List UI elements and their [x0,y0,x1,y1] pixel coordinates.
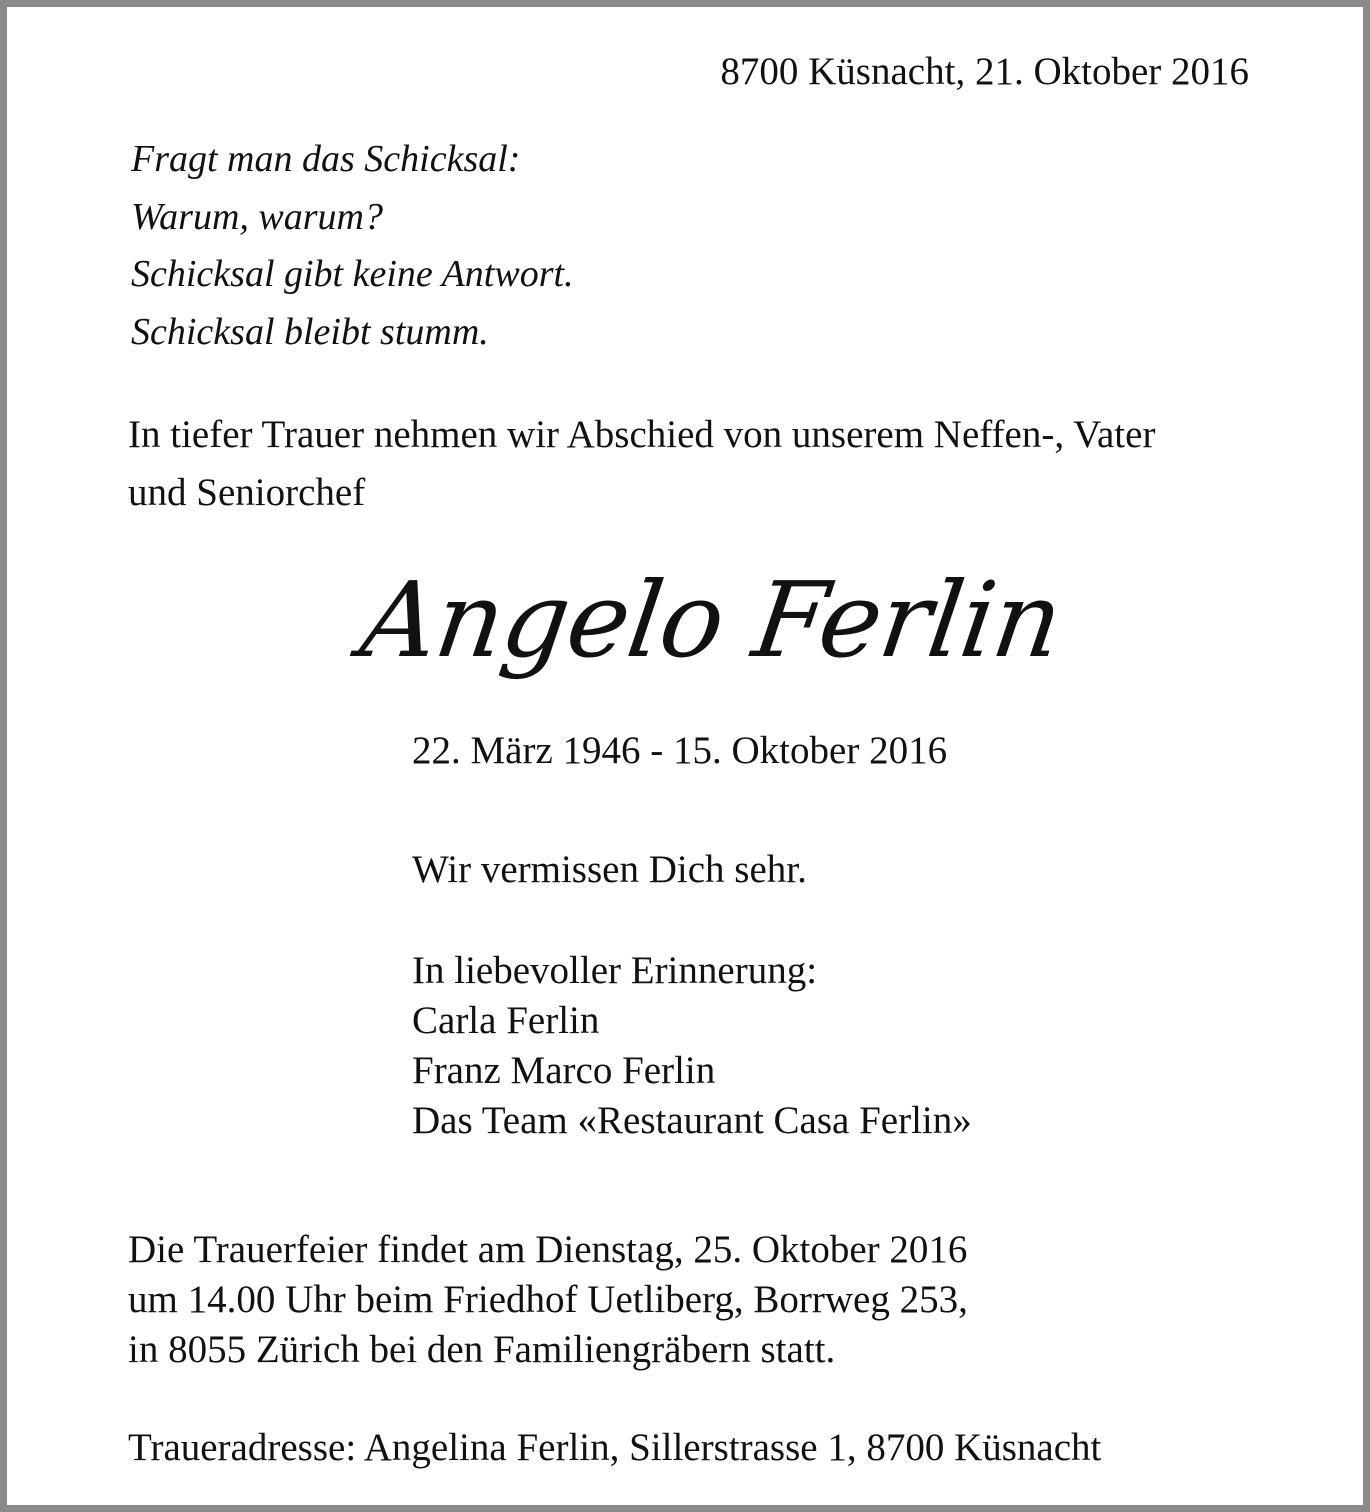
mourning-address: Traueradresse: Angelina Ferlin, Sillerstrasse 1, 8700 Küsnacht [128,1426,1102,1469]
ceremony-line: um 14.00 Uhr beim Friedhof Uetliberg, Borrweg 253, [128,1278,968,1321]
ceremony-info [128,1225,968,1375]
poem-line: Warum, warum? [131,195,383,238]
memory-heading: In liebevoller Erinnerung: [412,949,818,992]
memory-block [412,946,972,1146]
mourner-name: Franz Marco Ferlin [412,1049,716,1092]
ceremony-line: Die Trauerfeier findet am Dienstag, 25. Oktober 2016 [128,1228,968,1271]
intro-line: und Seniorchef [128,471,366,514]
farewell-message: Wir vermissen Dich sehr. [412,848,807,891]
poem-line: Fragt man das Schicksal: [131,138,521,180]
deceased-name: Angelo Ferlin [354,559,1069,681]
mourner-name: Carla Ferlin [412,999,600,1042]
mourner-name: Das Team «Restaurant Casa Ferlin» [412,1099,972,1142]
life-dates: 22. März 1946 - 15. Oktober 2016 [412,729,948,772]
place-date: 8700 Küsnacht, 21. Oktober 2016 [720,50,1249,93]
intro-line: In tiefer Trauer nehmen wir Abschied von unserem Neffen-, Vater [128,413,1156,456]
ceremony-line: in 8055 Zürich bei den Familiengräbern statt. [128,1328,836,1371]
intro-text [128,406,1155,522]
poem-line: Schicksal bleibt stumm. [131,310,489,353]
poem-line: Schicksal gibt keine Antwort. [131,253,574,295]
poem [131,131,574,361]
